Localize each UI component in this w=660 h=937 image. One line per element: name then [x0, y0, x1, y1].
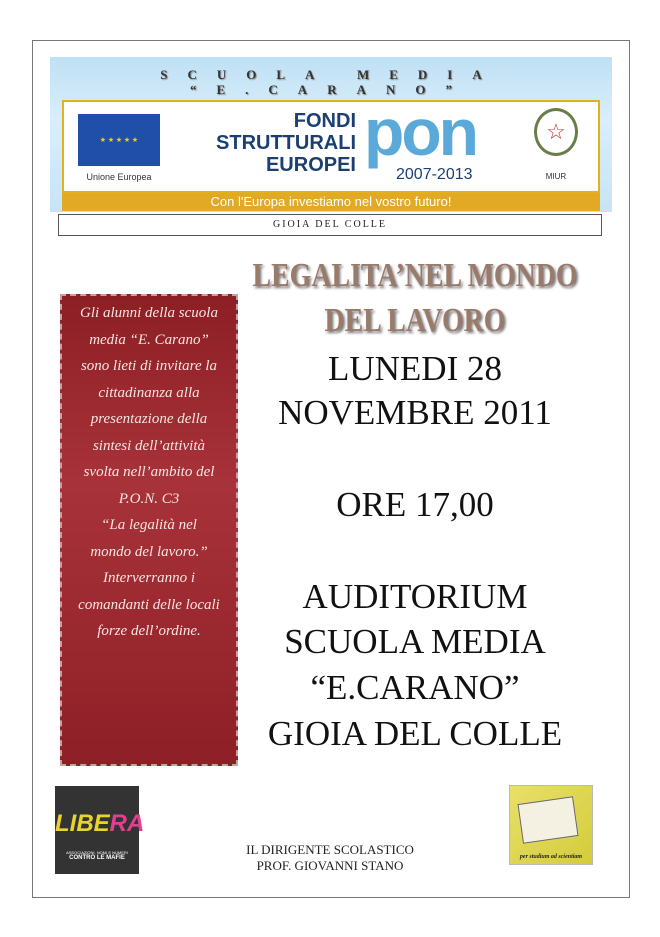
invite-line: sintesi dell’attività — [92, 437, 206, 454]
eu-label: Unione Europea — [86, 172, 152, 182]
eu-flag-icon: ★ ★ ★ ★ ★ — [78, 114, 160, 166]
invite-line: presentazione della — [90, 411, 208, 427]
invite-line: svolta nell’ambito del — [83, 464, 215, 480]
invite-line: P.O.N. C3 — [118, 490, 180, 507]
pon-logo-box — [62, 95, 600, 193]
libera-text: LIBE — [55, 810, 110, 837]
event-date: LUNEDI 28 — [328, 349, 502, 388]
miur-label: MIUR — [545, 172, 567, 181]
fondi-line: EUROPEI — [265, 154, 356, 176]
invite-line: comandanti delle locali — [78, 596, 220, 613]
fondi-text — [174, 110, 356, 176]
libera-sub: ASSOCIAZIONI, NOMI E NUMERI — [66, 850, 128, 855]
invite-line: cittadinanza alla — [98, 384, 200, 401]
slogan: Con l'Europa investiamo nel vostro futuro! — [62, 193, 600, 211]
event-time: ORE 17,00 — [336, 485, 494, 524]
event-title-2: DEL LAVORO — [324, 302, 506, 339]
invite-line: Gli alunni della scuola — [80, 305, 218, 321]
event-date-2: NOVEMBRE 2011 — [278, 393, 552, 432]
fondi-line: FONDI — [293, 110, 356, 132]
event-title: LEGALITA’NEL MONDO — [252, 257, 578, 294]
fondi-line: STRUTTURALI — [216, 132, 356, 154]
libera-logo — [55, 786, 145, 874]
venue-line: GIOIA DEL COLLE — [267, 714, 563, 753]
school-logo — [509, 785, 593, 865]
book-icon — [517, 796, 578, 843]
city-box: GIOIA DEL COLLE — [58, 214, 602, 236]
school-motto: per studium ad scientiam — [519, 854, 583, 860]
invite-line: mondo del lavoro.” — [90, 543, 208, 560]
invitation-box — [60, 294, 238, 766]
libera-text-2: RA — [109, 810, 145, 837]
invite-line: “La legalità nel — [101, 517, 197, 533]
libera-sub-2: CONTRO LE MAFIE — [69, 855, 125, 861]
venue-line: SCUOLA MEDIA — [284, 622, 546, 661]
invite-line: forze dell’ordine. — [97, 623, 201, 639]
venue-line: “E.CARANO” — [310, 668, 520, 707]
italian-emblem-icon: ☆ — [534, 108, 578, 156]
invite-line: sono lieti di invitare la — [80, 358, 218, 374]
pon-years: 2007-2013 — [396, 166, 473, 183]
header-banner — [50, 57, 612, 212]
venue-line: AUDITORIUM — [302, 577, 528, 616]
pon-logo: pon — [364, 95, 476, 169]
school-name: SCUOLA MEDIA — [160, 67, 502, 82]
invite-line: media “E. Carano” — [89, 331, 209, 348]
signer-role: IL DIRIGENTE SCOLASTICO — [246, 842, 414, 857]
invite-line: Interverranno i — [102, 570, 196, 586]
school-name-2: “E.CARANO” — [190, 82, 472, 97]
signer-name: PROF. GIOVANNI STANO — [256, 858, 404, 873]
